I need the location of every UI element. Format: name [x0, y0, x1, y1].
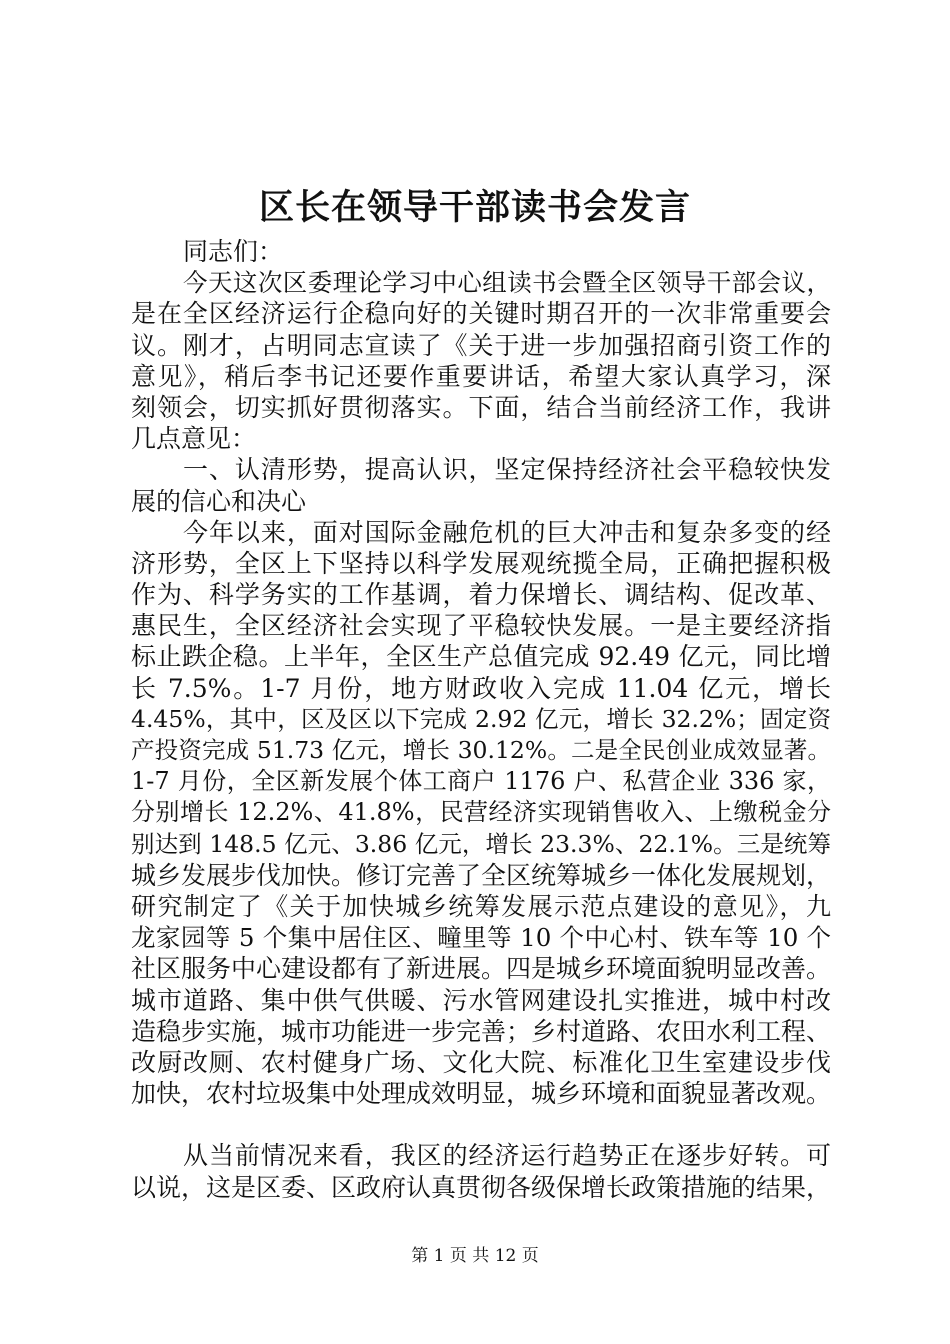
paragraph-line: 研究制定了《关于加快城乡统筹发展示范点建设的意见》，九	[131, 891, 831, 921]
paragraph-line: 作为、科学务实的工作基调，着力保增长、调结构、促改革、	[131, 580, 831, 610]
paragraph-line: 议。刚才，占明同志宣读了《关于进一步加强招商引资工作的	[131, 330, 831, 360]
paragraph-line: 意见》，稍后李书记还要作重要讲话，希望大家认真学习，深	[131, 361, 831, 391]
paragraph-line: 今天这次区委理论学习中心组读书会暨全区领导干部会议，	[183, 268, 831, 298]
paragraph-line: 济形势，全区上下坚持以科学发展观统揽全局，正确把握积极	[131, 548, 831, 578]
page-footer: 第 1 页 共 12 页	[411, 1246, 539, 1266]
paragraph-line: 加快，农村垃圾集中处理成效明显，城乡环境和面貌显著改观。	[131, 1079, 832, 1109]
paragraph-line: 城市道路、集中供气供暖、污水管网建设扎实推进，城中村改	[131, 985, 831, 1015]
paragraph-line: 产投资完成 51.73 亿元，增长 30.12%。二是全民创业成效显著。	[131, 736, 831, 764]
paragraph-line: 分别增长 12.2%、41.8%，民营经济实现销售收入、上缴税金分	[131, 798, 831, 827]
paragraph-line: 以说，这是区委、区政府认真贯彻各级保增长政策措施的结果，	[131, 1172, 832, 1202]
paragraph-line: 龙家园等 5 个集中居住区、疃里等 10 个中心村、铁车等 10 个	[131, 923, 831, 953]
document-body	[131, 236, 831, 1203]
section-heading-line: 一、认清形势，提高认识，坚定保持经济社会平稳较快发	[183, 455, 831, 485]
paragraph-line: 从当前情况来看，我区的经济运行趋势正在逐步好转。可	[183, 1141, 831, 1171]
paragraph-line: 改厨改厕、农村健身广场、文化大院、标准化卫生室建设步伐	[131, 1047, 831, 1077]
paragraph-line: 几点意见：	[131, 424, 257, 454]
paragraph-line: 今年以来，面对国际金融危机的巨大冲击和复杂多变的经	[183, 517, 831, 547]
paragraph-line: 是在全区经济运行企稳向好的关键时期召开的一次非常重要会	[131, 299, 831, 329]
paragraph-line: 刻领会，切实抓好贯彻落实。下面，结合当前经济工作，我讲	[131, 392, 831, 422]
paragraph-line: 惠民生，全区经济社会实现了平稳较快发展。一是主要经济指	[131, 611, 831, 641]
paragraph-line: 1-7 月份，全区新发展个体工商户 1176 户、私营企业 336 家，	[131, 767, 831, 796]
paragraph-line: 社区服务中心建设都有了新进展。四是城乡环境面貌明显改善。	[131, 954, 832, 984]
paragraph-line: 别达到 148.5 亿元、3.86 亿元，增长 23.3%、22.1%。三是统筹	[131, 829, 831, 858]
paragraph-gap	[131, 1109, 831, 1140]
salutation: 同志们：	[183, 237, 284, 266]
paragraph-line: 造稳步实施，城市功能进一步完善；乡村道路、农田水利工程、	[131, 1016, 832, 1046]
section-heading-line: 展的信心和决心	[131, 486, 307, 516]
paragraph-line: 城乡发展步伐加快。修订完善了全区统筹城乡一体化发展规划，	[131, 860, 832, 890]
document-title: 区长在领导干部读书会发言	[258, 187, 691, 228]
paragraph-line: 标止跌企稳。上半年，全区生产总值完成 92.49 亿元，同比增	[131, 642, 831, 672]
paragraph-line: 长 7.5%。1-7 月份，地方财政收入完成 11.04 亿元，增长	[131, 673, 831, 703]
paragraph-line: 4.45%，其中，区及区以下完成 2.92 亿元，增长 32.2%；固定资	[131, 704, 831, 733]
